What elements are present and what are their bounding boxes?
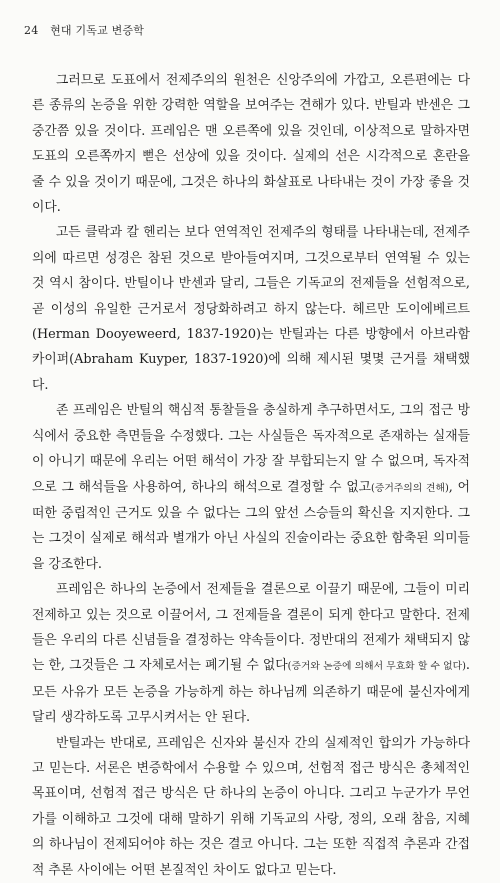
paragraph-1-text: 그러므로 도표에서 전제주의의 원천은 신앙주의에 가깝고, 오른편에는 다른 종류의 논증을 위한 강력한 역할을 보여주는 견해가 있다. 반틸과 반센은 그 중간쯤 있을 것이다. 프레임은 맨 오른쪽에 있을 것인데, 이상적으로 말하자면 도표의 오른쪽까지 뻗은 선상에 있을 것이다. 실제의 선은 시각적으로 혼란을 줄 수 있을 것이기 때문에, 그것은 하나의 화살표로 나타내는 것이 가장 좋을 것이다. xyxy=(32,73,470,216)
paragraph-2 xyxy=(32,220,470,398)
paragraph-5 xyxy=(32,731,470,883)
paragraph-4-text-b: . 모든 사유가 모든 논증을 가능하게 하는 하나님께 의존하기 때문에 불신자에게 달리 생각하도록 고무시켜서는 안 된다. xyxy=(32,658,470,726)
paragraph-3-text-a: 존 프레임은 반틸의 핵심적 통찰들을 충실하게 추구하면서도, 그의 접근 방식에서 중요한 측면들을 수정했다. 그는 사실들은 독자적으로 존재하는 실재들이 아니기 때문에 우리는 어떤 해석이 가장 잘 부합되는지 알 수 없으며, 독자적으로 그 해석들을 사용하여, 하나의 해석으로 결정할 수 없고 xyxy=(32,403,470,495)
body-text xyxy=(32,68,470,883)
paragraph-4 xyxy=(32,577,470,730)
paragraph-4-text-a: 프레임은 하나의 논증에서 전제들을 결론으로 이끌기 때문에, 그들이 미리 전제하고 있는 것으로 이끌어서, 그 전제들을 결론이 되게 한다고 말한다. 전제들은 우리의 다른 신념들을 결정하는 약속들이다. 정반대의 전제가 채택되지 않는 한, 그것들은 그 자체로서는 폐기될 수 없다 xyxy=(32,582,470,674)
paragraph-1 xyxy=(32,68,470,220)
paragraph-4-note: (증거와 논증에 의해서 무효화 할 수 없다) xyxy=(287,661,466,673)
paragraph-3 xyxy=(32,398,470,577)
running-title: 현대 기독교 변증학 xyxy=(50,24,145,37)
page-number: 24 xyxy=(24,24,39,37)
running-header xyxy=(24,22,144,38)
paragraph-5-text: 반틸과는 반대로, 프레임은 신자와 불신자 간의 실제적인 합의가 가능하다고 믿는다. 서론은 변증학에서 수용할 수 있으며, 선험적 접근 방식은 총체적인 목표이며, 선험적 접근 방식은 단 하나의 논증이 아니다. 그리고 누군가가 무언가를 이해하고 그것에 대해 말하기 위해 기독교의 사랑, 정의, 오래 참음, 지혜의 하나님이 전제되어야 하는 것은 결코 아니다. 그는 또한 직접적 추론과 간접적 추론 사이에는 어떤 본질적인 차이도 없다고 믿는다. xyxy=(32,735,470,878)
paragraph-2-text: 고든 클락과 칼 헨리는 보다 연역적인 전제주의 형태를 나타내는데, 전제주의에 따르면 성경은 참된 것으로 받아들여지며, 그것으로부터 연역될 수 있는 것 역시 참이다. 반틸이나 반센과 달리, 그들은 기독교의 전제들을 선험적으로, 곧 이성의 유일한 근거로서 정당화하려고 하지 않는다. 헤르만 도이에베르트(Herman Dooyeweerd, 1837-1920)는 반틸과는 다른 방향에서 아브라함 카이퍼(Abraham Kuyper, 1837-1920)에 의해 제시된 몇몇 근거를 채택했다. xyxy=(32,225,470,393)
paragraph-3-note: (증거주의의 견해) xyxy=(371,482,449,494)
paragraph-3-text-b: , 어떠한 중립적인 근거도 있을 수 없다는 그의 앞선 스승들의 확신을 지지한다. 그는 그것이 실제로 해석과 별개가 아닌 사실의 진술이라는 중요한 함축된 의미들을 강조한다. xyxy=(32,479,470,572)
